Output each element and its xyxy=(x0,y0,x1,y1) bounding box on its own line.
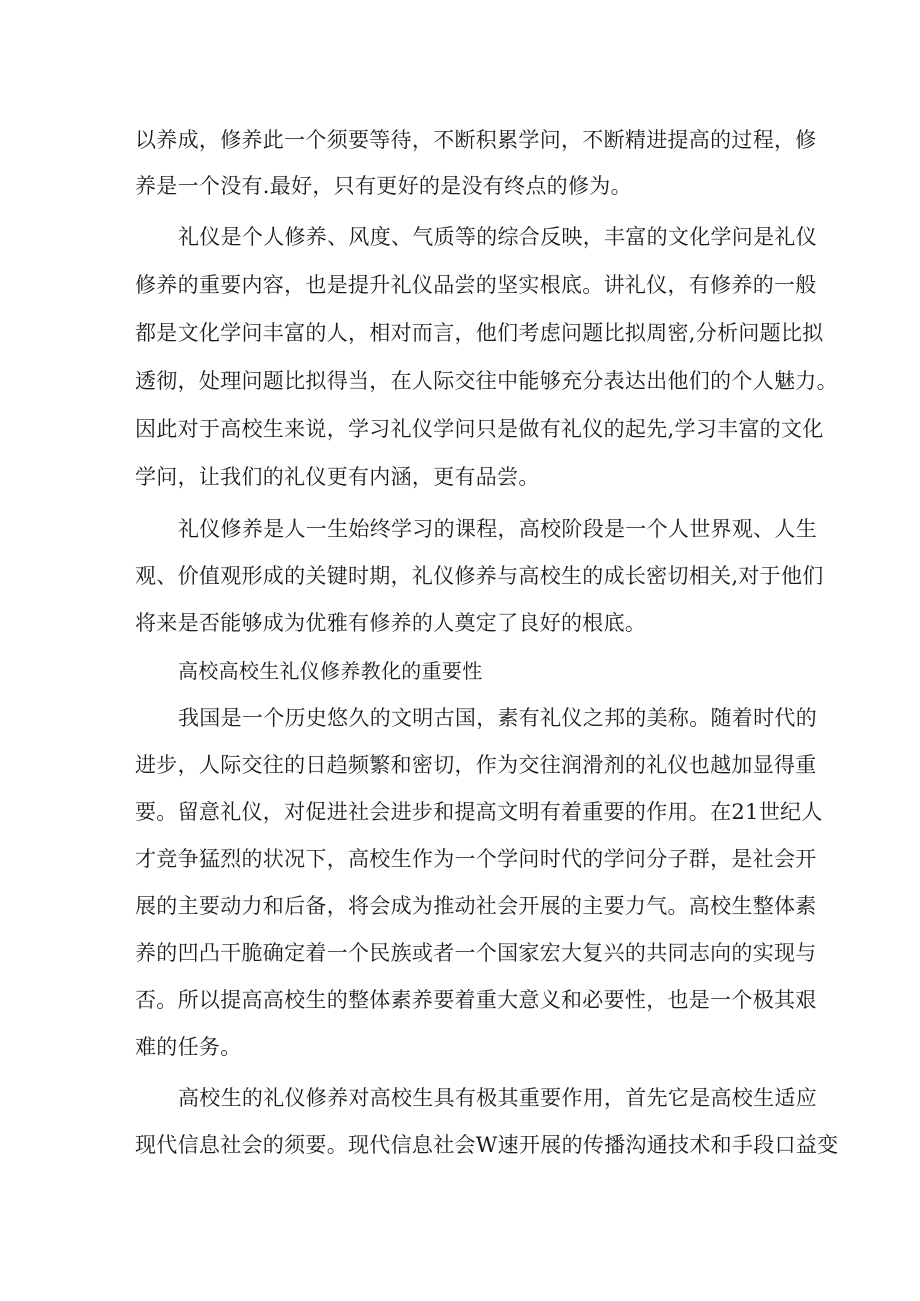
paragraph-line: 才竞争猛烈的状况下，高校生作为一个学问时代的学问分子群，是社会开 xyxy=(135,847,817,871)
paragraph-line: 高校生的礼仪修养对高校生具有极其重要作用，首先它是高校生适应 xyxy=(178,1086,817,1110)
paragraph-line: 礼仪是个人修养、风度、气质等的综合反映，丰富的文化学问是礼仪 xyxy=(178,225,817,249)
paragraph-line: 礼仪修养是人一生始终学习的课程，高校阶段是一个人世界观、人生 xyxy=(178,517,817,541)
paragraph-line: 难的任务。 xyxy=(135,1035,242,1059)
paragraph-line: 将来是否能够成为优雅有修养的人奠定了良好的根底。 xyxy=(135,611,647,635)
paragraph-line: 进步，人际交往的日趋频繁和密切，作为交往润滑剂的礼仪也越加显得重 xyxy=(135,753,817,777)
paragraph-line: 要。留意礼仪，对促进社会进步和提高文明有着重要的作用。在21世纪人 xyxy=(135,800,823,824)
paragraph-line: 我国是一个历史悠久的文明古国，素有礼仪之邦的美称。随着时代的 xyxy=(178,706,817,730)
paragraph-line: 因此对于高校生来说，学习礼仪学问只是做有礼仪的起先,学习丰富的文化 xyxy=(135,417,824,441)
paragraph-line: 展的主要动力和后备，将会成为推动社会开展的主要力气。高校生整体素 xyxy=(135,894,817,918)
paragraph-line: 养是一个没有.最好，只有更好的是没有终点的修为。 xyxy=(135,174,632,198)
heading-text: 高校高校生礼仪修养教化的重要性 xyxy=(178,659,483,683)
paragraph-line: 否。所以提高高校生的整体素养要着重大意义和必要性，也是一个极其艰 xyxy=(135,988,817,1012)
paragraph-line: 现代信息社会的须要。现代信息社会W速开展的传播沟通技术和手段口益变 xyxy=(135,1133,839,1157)
paragraph-line: 透彻，处理问题比拟得当，在人际交往中能够充分表达出他们的个人魅力。 xyxy=(135,369,838,393)
paragraph-line: 都是文化学问丰富的人，相对而言，他们考虑问题比拟周密,分析问题比拟 xyxy=(135,321,824,345)
paragraph-line: 观、价值观形成的关键时期，礼仪修养与高校生的成长密切相关,对于他们 xyxy=(135,564,824,588)
paragraph-line: 学问，让我们的礼仪更有内涵，更有品尝。 xyxy=(135,465,540,489)
paragraph-line: 修养的重要内容，也是提升礼仪品尝的坚实根底。讲礼仪，有修养的一般 xyxy=(135,273,817,297)
paragraph-line: 以养成，修养此一个须要等待，不断积累学问，不断精进提高的过程，修 xyxy=(135,128,817,152)
paragraph-line: 养的凹凸干脆确定着一个民族或者一个国家宏大复兴的共同志向的实现与 xyxy=(135,941,817,965)
